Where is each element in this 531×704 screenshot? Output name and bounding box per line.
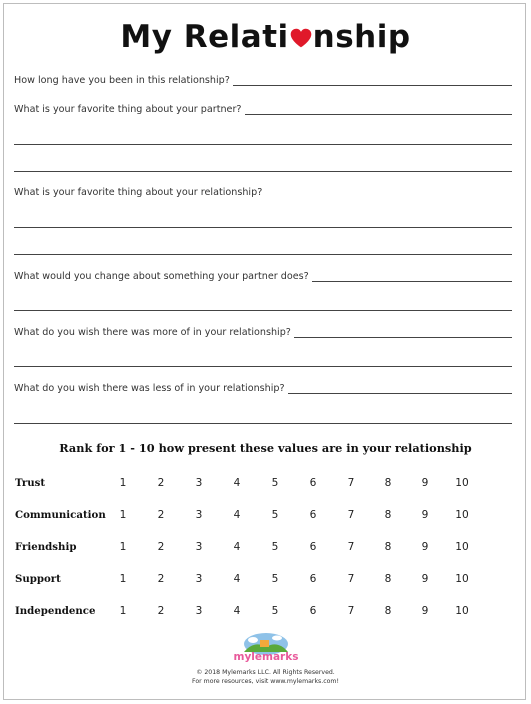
answer-line[interactable]: [14, 144, 512, 145]
rank-option-3[interactable]: 3: [195, 573, 203, 585]
rank-row-independence: [15, 605, 485, 621]
rank-option-9[interactable]: 9: [421, 509, 429, 521]
rank-option-2[interactable]: 2: [157, 573, 165, 585]
rank-option-2[interactable]: 2: [157, 477, 165, 489]
rank-option-6[interactable]: 6: [309, 573, 317, 585]
rank-option-8[interactable]: 8: [384, 477, 392, 489]
rank-option-10[interactable]: 10: [455, 573, 469, 585]
question-text: How long have you been in this relationship?: [14, 75, 230, 86]
rank-option-4[interactable]: 4: [233, 509, 241, 521]
rank-row-communication: [15, 509, 485, 525]
rank-label: Communication: [15, 509, 106, 521]
rank-option-6[interactable]: 6: [309, 509, 317, 521]
answer-line[interactable]: [14, 227, 512, 228]
rank-option-1[interactable]: 1: [119, 477, 127, 489]
answer-line[interactable]: [233, 76, 512, 86]
rank-option-2[interactable]: 2: [157, 541, 165, 553]
rank-option-3[interactable]: 3: [195, 509, 203, 521]
rank-option-4[interactable]: 4: [233, 541, 241, 553]
rank-row-support: [15, 573, 485, 589]
rank-option-8[interactable]: 8: [384, 573, 392, 585]
question-favorite-partner: [14, 104, 512, 115]
rank-option-1[interactable]: 1: [119, 573, 127, 585]
rank-label: Trust: [15, 477, 46, 489]
rank-option-1[interactable]: 1: [119, 541, 127, 553]
rank-option-5[interactable]: 5: [271, 541, 279, 553]
rank-option-7[interactable]: 7: [347, 573, 355, 585]
mylemarks-logo: [230, 630, 302, 664]
rank-option-8[interactable]: 8: [384, 605, 392, 617]
rank-label: Friendship: [15, 541, 77, 553]
page-title: [0, 19, 531, 55]
footer-resources: For more resources, visit www.mylemarks.com!: [192, 678, 339, 685]
answer-line[interactable]: [14, 310, 512, 311]
rank-option-6[interactable]: 6: [309, 605, 317, 617]
rank-option-9[interactable]: 9: [421, 477, 429, 489]
heart-icon: [290, 28, 312, 48]
rank-option-4[interactable]: 4: [233, 573, 241, 585]
rank-option-5[interactable]: 5: [271, 509, 279, 521]
answer-line[interactable]: [14, 366, 512, 367]
answer-line[interactable]: [312, 272, 512, 282]
question-text: What is your favorite thing about your partner?: [14, 104, 242, 115]
rank-row-trust: [15, 477, 485, 493]
title-text-start: My Relati: [120, 19, 289, 55]
logo-wordmark: mylemarks: [233, 651, 299, 663]
rank-label: Support: [15, 573, 61, 585]
rank-option-2[interactable]: 2: [157, 509, 165, 521]
answer-line[interactable]: [245, 105, 513, 115]
rank-option-7[interactable]: 7: [347, 541, 355, 553]
question-length: [14, 75, 512, 86]
rank-label: Independence: [15, 605, 96, 617]
question-text: What would you change about something your partner does?: [14, 271, 309, 282]
rank-heading: Rank for 1 - 10 how present these values are in your relationship: [59, 441, 472, 455]
rank-option-5[interactable]: 5: [271, 573, 279, 585]
rank-option-5[interactable]: 5: [271, 477, 279, 489]
rank-option-5[interactable]: 5: [271, 605, 279, 617]
answer-line[interactable]: [294, 328, 512, 338]
rank-option-1[interactable]: 1: [119, 509, 127, 521]
rank-option-6[interactable]: 6: [309, 477, 317, 489]
question-change-partner: [14, 271, 512, 282]
rank-option-7[interactable]: 7: [347, 477, 355, 489]
footer-copyright: © 2018 Mylemarks LLC. All Rights Reserved.: [196, 669, 335, 676]
rank-option-3[interactable]: 3: [195, 541, 203, 553]
answer-line[interactable]: [14, 423, 512, 424]
title-text-end: nship: [312, 19, 411, 55]
question-wish-less: [14, 383, 512, 394]
rank-option-9[interactable]: 9: [421, 541, 429, 553]
rank-row-friendship: [15, 541, 485, 557]
question-wish-more: [14, 327, 512, 338]
question-text: What do you wish there was less of in your relationship?: [14, 383, 285, 394]
rank-option-10[interactable]: 10: [455, 477, 469, 489]
rank-option-3[interactable]: 3: [195, 477, 203, 489]
question-text: What do you wish there was more of in your relationship?: [14, 327, 291, 338]
rank-option-10[interactable]: 10: [455, 605, 469, 617]
rank-option-9[interactable]: 9: [421, 605, 429, 617]
answer-line[interactable]: [288, 384, 512, 394]
answer-line[interactable]: [14, 171, 512, 172]
question-favorite-relationship: [14, 187, 512, 198]
rank-option-10[interactable]: 10: [455, 541, 469, 553]
rank-option-7[interactable]: 7: [347, 605, 355, 617]
rank-option-10[interactable]: 10: [455, 509, 469, 521]
rank-option-1[interactable]: 1: [119, 605, 127, 617]
rank-option-7[interactable]: 7: [347, 509, 355, 521]
rank-option-4[interactable]: 4: [233, 605, 241, 617]
rank-option-2[interactable]: 2: [157, 605, 165, 617]
answer-line[interactable]: [14, 254, 512, 255]
rank-option-8[interactable]: 8: [384, 541, 392, 553]
question-text: What is your favorite thing about your relationship?: [14, 187, 263, 198]
rank-option-8[interactable]: 8: [384, 509, 392, 521]
rank-option-4[interactable]: 4: [233, 477, 241, 489]
rank-option-9[interactable]: 9: [421, 573, 429, 585]
rank-option-3[interactable]: 3: [195, 605, 203, 617]
rank-option-6[interactable]: 6: [309, 541, 317, 553]
